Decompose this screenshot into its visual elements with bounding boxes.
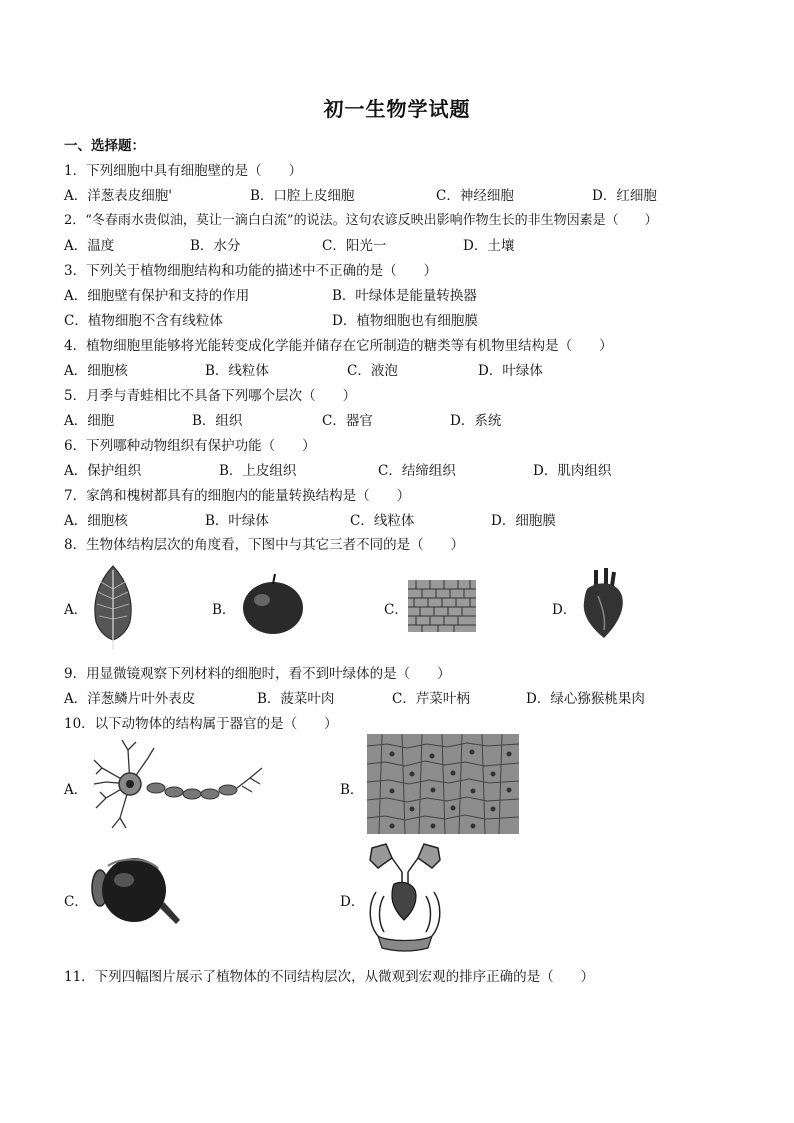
- question-5-stem: 5．月季与青蛙相比不具备下列哪个层次（ ）: [64, 388, 357, 404]
- q1-option-c: C．神经细胞: [436, 188, 514, 204]
- q5-option-b: B．组织: [192, 413, 243, 429]
- question-6-stem: 6．下列哪种动物组织有保护功能（ ）: [64, 438, 316, 454]
- q9-option-a: A．洋葱鳞片叶外表皮: [64, 691, 196, 707]
- q1-option-b: B．口腔上皮细胞: [250, 188, 355, 204]
- q4-option-a: A．细胞核: [64, 363, 128, 379]
- question-1-stem: 1．下列细胞中具有细胞壁的是（ ）: [64, 163, 303, 179]
- q5-option-c: C．器官: [322, 413, 373, 429]
- q6-option-a: A．保护组织: [64, 463, 142, 479]
- neuron-image: [92, 738, 264, 830]
- q2-option-c: C．阳光一: [322, 238, 387, 254]
- q7-option-a: A．细胞核: [64, 513, 128, 529]
- q8-option-c: C．: [384, 602, 408, 618]
- circulatory-system-image: [364, 840, 446, 952]
- page-title: 初一生物学试题: [323, 97, 471, 121]
- q2-option-b: B．水分: [190, 238, 241, 254]
- question-11-stem: 11．下列四幅图片展示了植物体的不同结构层次，从微观到宏观的排序正确的是（ ）: [64, 969, 595, 985]
- q7-option-c: C．线粒体: [350, 513, 415, 529]
- q3-option-b: B．叶绿体是能量转换器: [332, 288, 477, 304]
- question-10-stem: 10．以下动物体的结构属于器官的是（ ）: [64, 716, 338, 732]
- q4-option-b: B．线粒体: [205, 363, 269, 379]
- q3-option-c: C．植物细胞不含有线粒体: [64, 313, 223, 329]
- q1-option-a: A．洋葱表皮细胞': [64, 188, 172, 204]
- q10-option-b: B．: [340, 782, 364, 798]
- question-3-stem: 3．下列关于植物细胞结构和功能的描述中不正确的是（ ）: [64, 263, 438, 279]
- question-9-stem: 9．用显微镜观察下列材料的细胞时，看不到叶绿体的是（ ）: [64, 666, 451, 682]
- question-2-stem: 2．“冬春雨水贵似油，莫让一滴白白流”的说法。这句农谚反映出影响作物生长的非生物因素是（ ）: [64, 213, 658, 228]
- q5-option-a: A．细胞: [64, 413, 115, 429]
- section-heading: 一、选择题：: [64, 138, 145, 154]
- q4-option-d: D．叶绿体: [478, 363, 543, 379]
- q5-option-d: D．系统: [450, 413, 502, 429]
- leaf-image: [88, 564, 138, 652]
- question-8-stem: 8．生物体结构层次的角度看，下图中与其它三者不同的是（ ）: [64, 537, 465, 553]
- tissue-cells-image: [408, 580, 476, 632]
- heart-image: [578, 566, 628, 642]
- q1-option-d: D．红细胞: [592, 188, 657, 204]
- q2-option-a: A．温度: [64, 238, 115, 254]
- q8-option-a: A．: [64, 602, 88, 618]
- apple-image: [238, 572, 308, 636]
- q2-option-d: D．土壤: [463, 238, 515, 254]
- q3-option-a: A．细胞壁有保护和支持的作用: [64, 288, 250, 304]
- question-7-stem: 7．家鸽和槐树都具有的细胞内的能量转换结构是（ ）: [64, 488, 411, 504]
- q10-option-c: C．: [64, 894, 88, 910]
- tissue-image: [367, 734, 519, 834]
- q7-option-d: D．细胞膜: [491, 513, 556, 529]
- q9-option-d: D．绿心猕猴桃果肉: [526, 691, 645, 707]
- q6-option-b: B．上皮组织: [219, 463, 297, 479]
- q3-option-d: D．植物细胞也有细胞膜: [332, 313, 478, 329]
- q10-option-a: A．: [64, 782, 88, 798]
- q9-option-b: B．菠菜叶肉: [257, 691, 335, 707]
- q10-option-d: D．: [340, 894, 365, 910]
- q9-option-c: C．芹菜叶柄: [392, 691, 470, 707]
- q8-option-b: B．: [212, 602, 236, 618]
- q7-option-b: B．叶绿体: [205, 513, 269, 529]
- q6-option-d: D．肌肉组织: [533, 463, 612, 479]
- question-4-stem: 4．植物细胞里能够将光能转变成化学能并储存在它所制造的糖类等有机物里结构是（ ）: [64, 338, 613, 354]
- q6-option-c: C．结缔组织: [378, 463, 456, 479]
- q4-option-c: C．液泡: [347, 363, 398, 379]
- q8-option-d: D．: [552, 602, 577, 618]
- eyeball-image: [88, 852, 188, 932]
